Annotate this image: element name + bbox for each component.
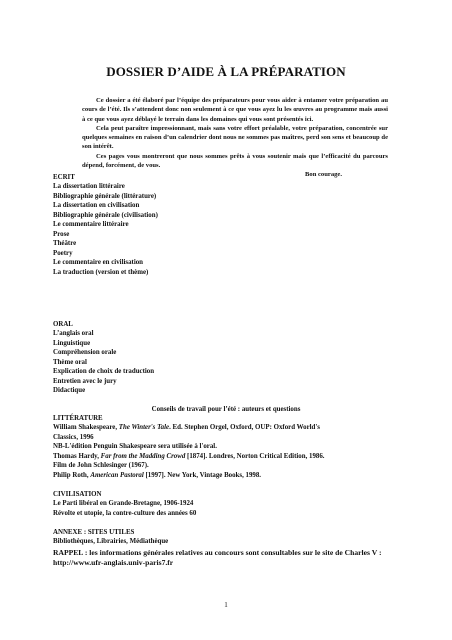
intro-section: [82, 96, 388, 180]
roth-entry: Philip Roth, American Pastoral [1997]. New York, Vintage Books, 1998.: [53, 471, 262, 479]
civilisation-heading: CIVILISATION: [53, 491, 102, 498]
film-note: Film de John Schlesinger (1967).: [53, 462, 149, 470]
page-number: 1: [224, 601, 228, 609]
civilisation-section: [53, 490, 196, 518]
ecrit-item: Le commentaire en civilisation: [53, 259, 144, 267]
shakespeare-title: The Winter's Tale: [118, 424, 170, 432]
ecrit-item: La dissertation en civilisation: [53, 202, 140, 210]
intro-paragraph-3: Ces pages vous montreront que nous sommes prêts à vous soutenir mais que l’efficacité du parcours dépend, forcément, de vous.: [82, 152, 388, 170]
oral-item: Thème oral: [53, 358, 87, 366]
intro-paragraph-2: Cela peut paraître impressionnant, mais sans votre effort préalable, votre préparation, concentrée sur quelques semaines en raison d’un calendrier dont nous ne sommes pas maîtres, perd son sens et beaucoup de son intérêt.: [82, 124, 388, 151]
ecrit-heading: ECRIT: [53, 174, 75, 181]
hardy-entry: Thomas Hardy, Far from the Madding Crowd [1874]. Londres, Norton Critical Edition, 1986.: [53, 452, 325, 460]
ecrit-item: Le commentaire littéraire: [53, 221, 129, 229]
oral-section: [53, 320, 154, 396]
oral-item: L’anglais oral: [53, 330, 94, 338]
ecrit-item: La traduction (version et thème): [53, 268, 149, 276]
civilisation-item: Le Parti libéral en Grande-Bretagne, 1906-1924: [53, 500, 194, 508]
ecrit-section: [53, 173, 158, 277]
rappel-note: RAPPEL : les informations générales relatives au concours sont consultables sur le site de Charles V : http://www.ufr-anglais.univ-paris7.fr: [53, 548, 382, 567]
oral-item: Linguistique: [53, 339, 91, 347]
intro-paragraph-1: Ce dossier a été élaboré par l’équipe des préparateurs pour vous aider à entamer votre préparation au cours de l’été. Ils s’attendent donc non seulement à ce que vous ayez lu les œuvres au programme mais aussi à ce que vous ayez déblayé le terrain dans les domaines qui vous sont présentés ici.: [82, 97, 388, 123]
page-title: DOSSIER D’AIDE À LA PRÉPARATION: [106, 64, 346, 79]
ecrit-item: Bibliographie générale (civilisation): [53, 211, 158, 219]
litterature-section: [53, 414, 403, 480]
ecrit-item: Poetry: [53, 249, 73, 257]
ecrit-item: Théâtre: [53, 240, 77, 248]
civilisation-item: Révolte et utopie, la contre-culture des années 60: [53, 509, 197, 517]
intro-signoff: Bon courage.: [305, 171, 342, 179]
ecrit-item: Prose: [53, 230, 70, 238]
ecrit-item: Bibliographie générale (littérature): [53, 192, 157, 200]
roth-title: American Pastoral: [90, 471, 144, 479]
annexe-heading: ANNEXE : SITES UTILES: [53, 529, 135, 536]
annexe-section: [53, 528, 168, 547]
annexe-line: Bibliothèques, Librairies, Médiathèque: [53, 538, 169, 546]
ecrit-item: La dissertation littéraire: [53, 183, 125, 191]
oral-item: Explication de choix de traduction: [53, 368, 155, 376]
oral-item: Entretien avec le jury: [53, 377, 117, 385]
oral-item: Didactique: [53, 387, 86, 395]
oral-item: Compréhension orale: [53, 349, 117, 357]
hardy-title: Far from the Madding Crowd: [100, 452, 186, 460]
shakespeare-entry: William Shakespeare, The Winter's Tale. Ed. Stephen Orgel, Oxford, OUP: Oxford World's: [53, 424, 320, 432]
conseils-heading: Conseils de travail pour l’été : auteurs et questions: [151, 406, 301, 413]
litterature-heading: LITTÉRATURE: [53, 415, 103, 422]
shakespeare-entry-cont: Classics, 1996: [53, 433, 94, 441]
oral-heading: ORAL: [53, 321, 73, 328]
penguin-note: NB-L'édition Penguin Shakespeare sera utilisée à l'oral.: [53, 443, 217, 451]
